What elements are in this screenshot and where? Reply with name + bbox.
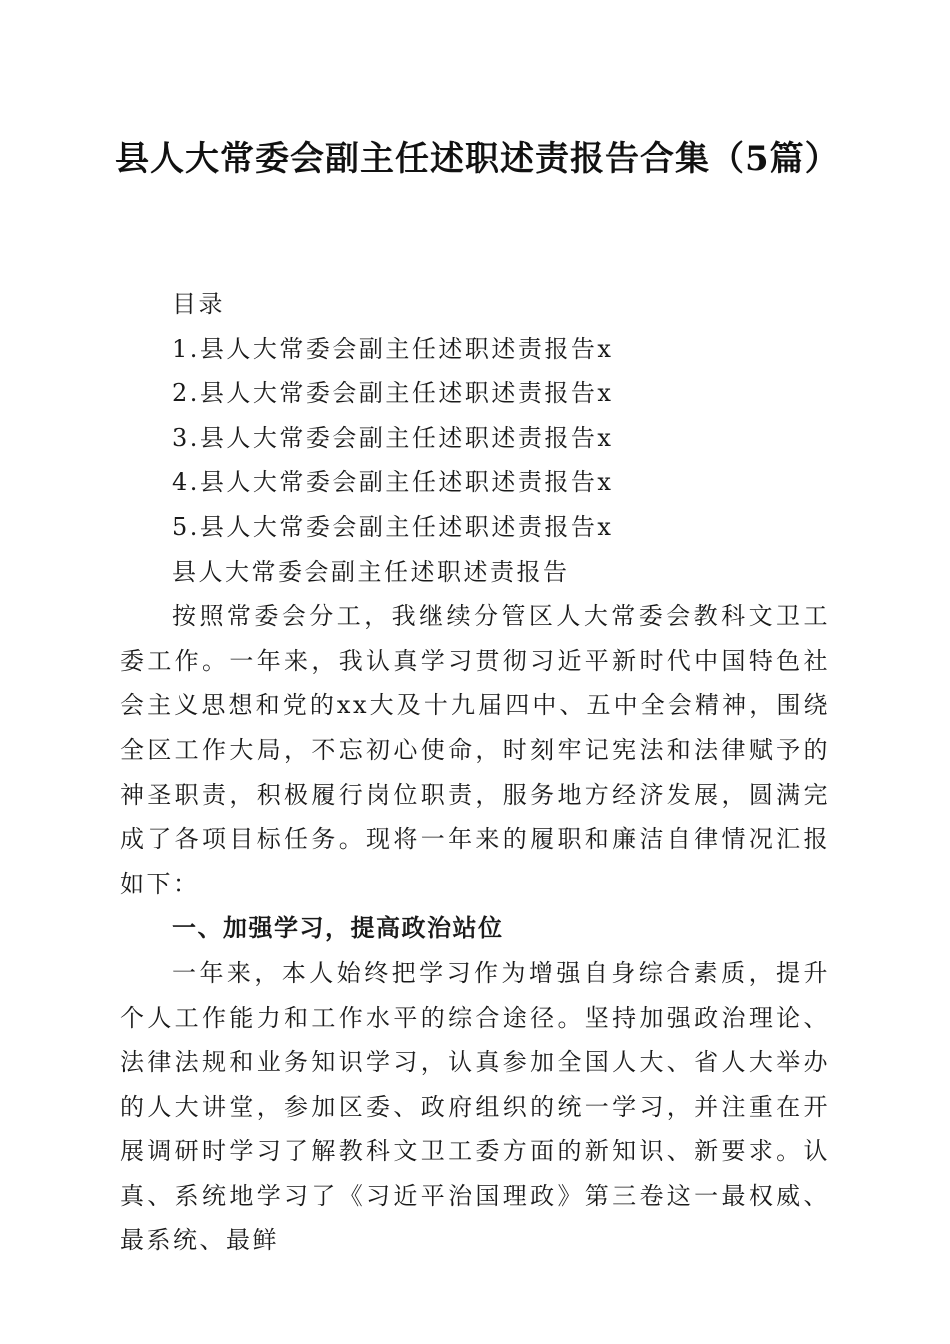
toc-item[interactable]: 4.县人大常委会副主任述职述责报告x (172, 468, 614, 497)
report-title: 县人大常委会副主任述职述责报告 (172, 557, 570, 586)
toc-item[interactable]: 2.县人大常委会副主任述职述责报告x (172, 379, 614, 408)
document-title: 县人大常委会副主任述职述责报告合集（5篇） (115, 139, 840, 179)
toc-item[interactable]: 3.县人大常委会副主任述职述责报告x (172, 423, 614, 452)
toc-heading: 目录 (172, 290, 225, 318)
toc-item[interactable]: 1.县人大常委会副主任述职述责报告x (172, 334, 614, 363)
intro-paragraph: 按照常委会分工，我继续分管区人大常委会教科文卫工委工作。一年来，我认真学习贯彻习近平新时代中国特色社会主义思想和党的xx大及十九届四中、五中全会精神，围绕全区工作大局，不忘初心使命，时刻牢记宪法和法律赋予的神圣职责，积极履行岗位职责，服务地方经济发展，圆满完成了各项目标任务。现将一年来的履职和廉洁自律情况汇报如下： (120, 602, 830, 898)
section-1-paragraph: 一年来，本人始终把学习作为增强自身综合素质，提升个人工作能力和工作水平的综合途径。坚持加强政治理论、法律法规和业务知识学习，认真参加全国人大、省人大举办的人大讲堂，参加区委、政府组织的统一学习，并注重在开展调研时学习了解教科文卫工委方面的新知识、新要求。认真、系统地学习了《习近平治国理政》第三卷这一最权威、最系统、最鲜 (120, 958, 830, 1255)
toc-item[interactable]: 5.县人大常委会副主任述职述责报告x (172, 512, 614, 541)
document-body (120, 282, 830, 1263)
section-1-heading: 一、加强学习，提高政治站位 (172, 914, 504, 943)
